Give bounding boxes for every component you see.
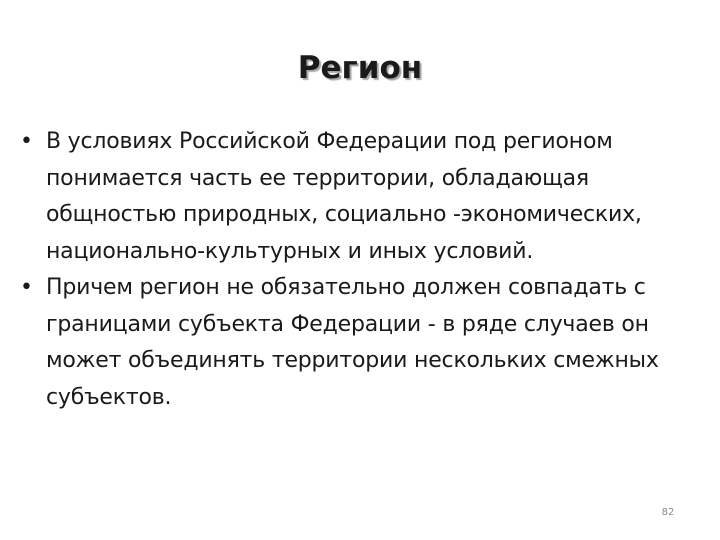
- slide-title: Регион: [297, 50, 423, 86]
- bullet-item: [20, 270, 710, 416]
- bullet-text: В условиях Российской Федерации под регионом понимается часть ее территории, обладающая общностью природных, социально -экономических, национально-культурных и иных условий.: [46, 129, 642, 264]
- bullet-text: Причем регион не обязательно должен совпадать с границами субъекта Федерации - в ряде случаев он может объединять территории нескольких смежных субъектов.: [46, 275, 659, 410]
- bullet-marker: •: [20, 129, 33, 154]
- bullet-marker: •: [20, 275, 33, 300]
- bullet-item: [20, 124, 710, 270]
- bullet-list: [20, 124, 710, 416]
- page-number: 82: [661, 507, 675, 518]
